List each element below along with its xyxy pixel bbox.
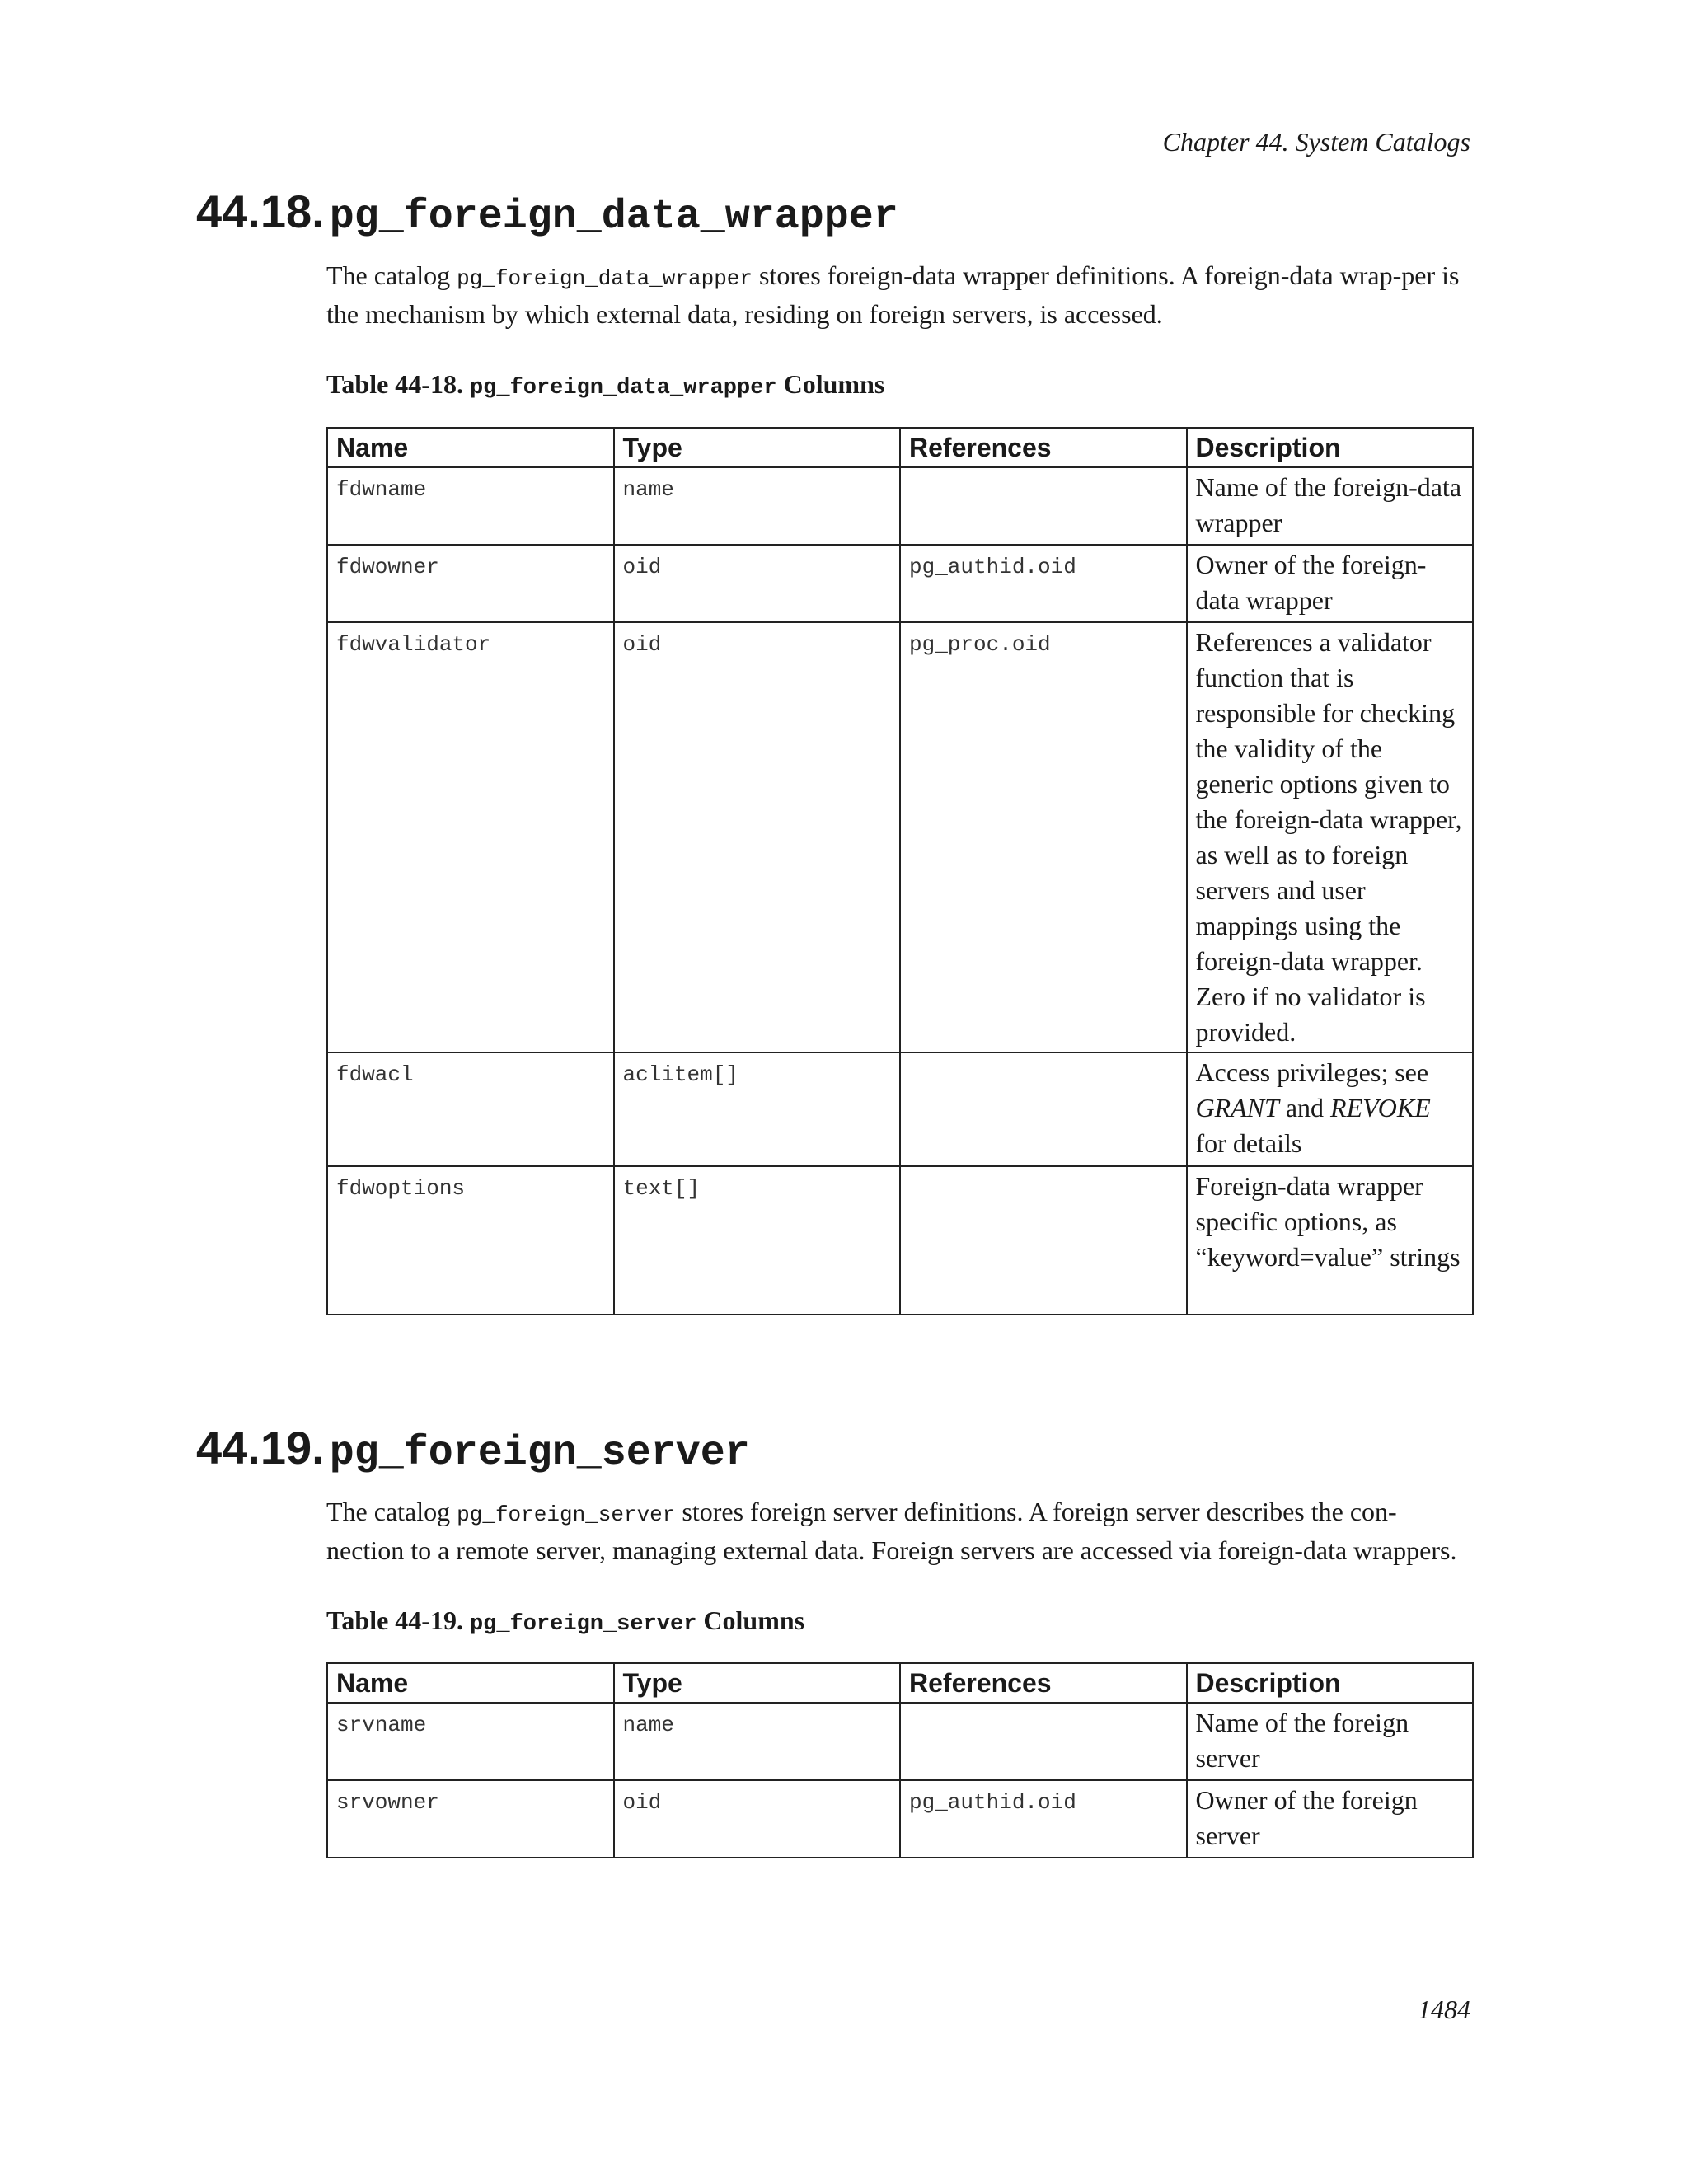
column-header-name: Name (327, 1663, 614, 1703)
description-text: Access privileges; see (1195, 1057, 1429, 1087)
page-number: 1484 (1418, 1994, 1470, 2024)
cell-type: name (614, 1703, 901, 1780)
section-intro (326, 1494, 1474, 1568)
grant-reference: GRANT (1195, 1093, 1279, 1122)
cell-references (900, 1703, 1187, 1780)
intro-text: The catalog (326, 260, 457, 290)
cell-references (900, 1166, 1187, 1315)
column-header-type: Type (614, 428, 901, 467)
cell-description: Name of the foreign-data wrapper (1187, 467, 1474, 545)
cell-type: oid (614, 1780, 901, 1858)
column-header-description: Description (1187, 1663, 1474, 1703)
cell-name: srvowner (327, 1780, 614, 1858)
cell-name: fdwoptions (327, 1166, 614, 1315)
column-header-references: References (900, 428, 1187, 467)
cell-references (900, 467, 1187, 545)
table-row (327, 1780, 1473, 1858)
section-intro (326, 258, 1474, 332)
section-number: 44.18. (196, 185, 325, 237)
cell-description: Name of the foreign server (1187, 1703, 1474, 1780)
caption-prefix: Table 44-18. (326, 369, 463, 399)
column-header-name: Name (327, 428, 614, 467)
caption-suffix: Columns (783, 369, 885, 399)
caption-prefix: Table 44-19. (326, 1605, 463, 1635)
cell-name: fdwowner (327, 545, 614, 622)
cell-type: aclitem[] (614, 1052, 901, 1166)
cell-name: fdwacl (327, 1052, 614, 1166)
cell-type: name (614, 467, 901, 545)
cell-references (900, 1052, 1187, 1166)
cell-description: Owner of the foreign server (1187, 1780, 1474, 1858)
table-row (327, 1166, 1473, 1315)
table-header-row (327, 1663, 1473, 1703)
intro-code: pg_foreign_data_wrapper (457, 266, 753, 291)
table-caption (326, 369, 884, 401)
column-header-references: References (900, 1663, 1187, 1703)
table-row (327, 1052, 1473, 1166)
running-header: Chapter 44. System Catalogs (1162, 127, 1470, 157)
cell-description: References a validator function that is responsible for checking the validity of the generic options given to the foreign-data wrapper, as well as to foreign servers and user mappings using the foreign-data wrapper. Zero if no validator is provided. (1187, 622, 1474, 1052)
column-header-description: Description (1187, 428, 1474, 467)
intro-code: pg_foreign_server (457, 1502, 676, 1527)
table-row (327, 1703, 1473, 1780)
revoke-reference: REVOKE (1330, 1093, 1431, 1122)
columns-table (326, 1662, 1474, 1858)
section-heading-44-19 (196, 1421, 750, 1477)
table-caption (326, 1605, 804, 1637)
cell-references: pg_proc.oid (900, 622, 1187, 1052)
section-heading-44-18 (196, 185, 898, 241)
table-header-row (327, 428, 1473, 467)
section-title-code: pg_foreign_data_wrapper (329, 194, 898, 241)
section-title-code: pg_foreign_server (329, 1430, 750, 1477)
cell-type: oid (614, 545, 901, 622)
columns-table (326, 427, 1474, 1315)
description-text: for details (1195, 1128, 1302, 1158)
caption-code: pg_foreign_server (469, 1612, 697, 1637)
cell-description (1187, 1052, 1474, 1166)
intro-text: The catalog (326, 1497, 457, 1526)
cell-name: srvname (327, 1703, 614, 1780)
cell-name: fdwname (327, 467, 614, 545)
caption-code: pg_foreign_data_wrapper (469, 376, 777, 401)
cell-name: fdwvalidator (327, 622, 614, 1052)
table-row (327, 545, 1473, 622)
cell-references: pg_authid.oid (900, 545, 1187, 622)
table-row (327, 467, 1473, 545)
cell-type: text[] (614, 1166, 901, 1315)
caption-suffix: Columns (703, 1605, 805, 1635)
description-text: and (1278, 1093, 1331, 1122)
cell-references: pg_authid.oid (900, 1780, 1187, 1858)
intro-text: stores foreign-data wrapper definitions. A foreign-data wrap-per is the mechanism by which external data, residing on foreign servers, is accessed. (326, 260, 1460, 329)
column-header-type: Type (614, 1663, 901, 1703)
table-row (327, 622, 1473, 1052)
cell-description: Owner of the foreign-data wrapper (1187, 545, 1474, 622)
cell-description: Foreign-data wrapper specific options, as “keyword=value” strings (1187, 1166, 1474, 1315)
cell-type: oid (614, 622, 901, 1052)
intro-text: stores foreign server definitions. A foreign server describes the con-nection to a remote server, managing external data. Foreign servers are accessed via foreign-data wrappers. (326, 1497, 1457, 1565)
section-number: 44.19. (196, 1422, 325, 1474)
